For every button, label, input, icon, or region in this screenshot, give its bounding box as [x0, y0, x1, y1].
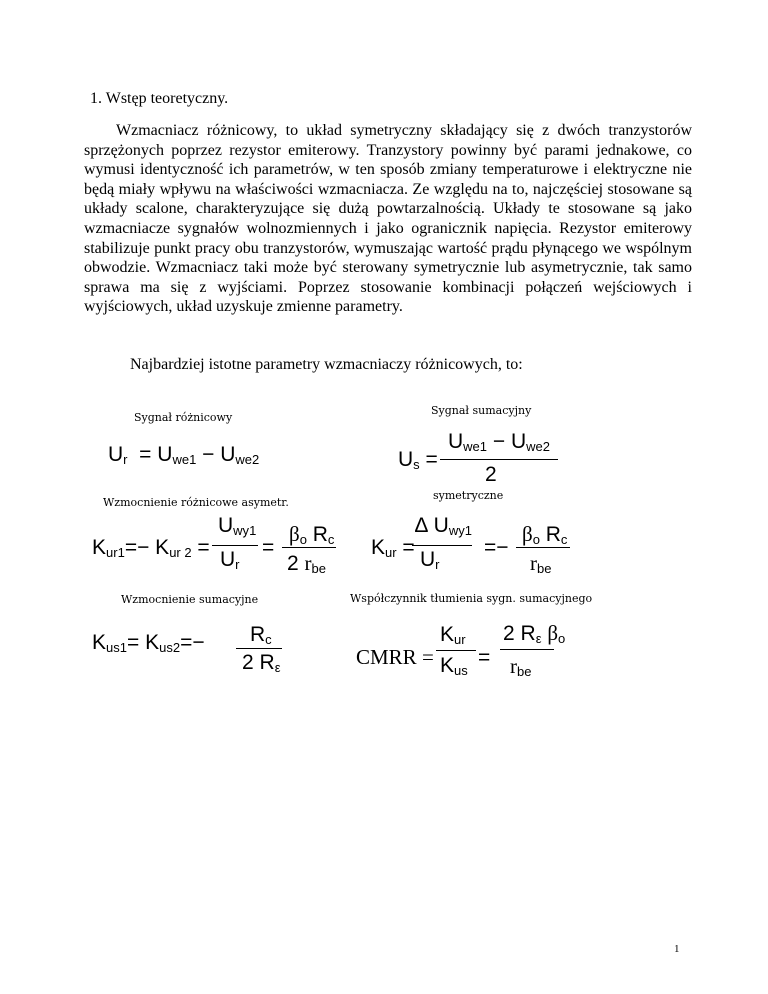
- section-heading: 1. Wstęp teoretyczny.: [90, 90, 229, 107]
- cmrr-label: CMRR: [356, 645, 417, 669]
- page-number: 1: [674, 943, 680, 955]
- caption-sum-gain: Wzmocnienie sumacyjne: [121, 593, 259, 606]
- caption-sum-signal: Sygnał sumacyjny: [431, 404, 532, 417]
- caption-asym-gain: Wzmocnienie różnicowe asymetr.: [103, 496, 289, 509]
- paragraph-text: Wzmacniacz różnicowy, to układ symetryczny składający się z dwóch tranzystorów sprzężonych poprzez rezystor emiterowy. Tranzystory powinny być parami jednakowe, co wymusi identyczność ich parametrów, w ten sposób zmiany temperaturowe i elektryczne nie będą miały wpływu na właściwości wzmacniacza. Ze względu na to, najczęściej stosowane są układy scalone, charakteryzujące się dużą powtarzalnością. Układy te stosowane są jako wzmacniacze sygnałów wolnozmiennych i jako ogranicznik napięcia. Rezystor emiterowy stabilizuje punkt pracy obu tranzystorów, wymuszając wartość prądu płynącego we wspólnym obwodzie. Wzmacniacz taki może być sterowany symetrycznie lub asymetrycznie, tak samo sprawa ma się z wyjściami. Poprzez stosowanie kombinacji połączeń wejściowych i wyjściowych, układ uzyskuje zmienne parametry.: [84, 122, 692, 316]
- formula-diff-signal: $U_r = U_{we1} - U_{we2}$: [108, 443, 260, 467]
- document-page: 1. Wstęp teoretyczny. Wzmacniacz różnicowy, to układ symetryczny składający się z dwóch tranzystorów sprzężonych poprzez rezystor emiterowy. Tranzystory powinny być parami jednakowe, co wymusi identyczność ich parametrów, w ten sposób zmiany temperaturowe i elektryczne nie będą miały wpływu na właściwości wzmacniacza. Ze względu na to, najczęściej stosowane są układy scalone, charakteryzujące się dużą powtarzalnością. Układy te stosowane są jako wzmacniacze sygnałów wolnozmiennych i jako ogranicznik napięcia. Rezystor emiterowy stabilizuje punkt pracy obu tranzystorów, wymuszając wartość prądu płynącego we wspólnym obwodzie. Wzmacniacz taki może być sterowany symetrycznie lub asymetrycznie, tak samo sprawa ma się z wyjściami. Poprzez stosowanie kombinacji połączeń wejściowych i wyjściowych, układ uzyskuje zmienne parametry. Najbardziej istotne parametry wzmacniaczy różnicowych, to: Sygnał różnicowy Sygnał sumacyjny Wzmocnienie różnicowe asymetr. symetryczne Wzmocnienie sumacyjne Współczynnik tłumienia sygn. sumacyjnego $U_r = U_{we1} - U_{we2}$ $U_s$ = $U_{we1} - U_{we2}$ 2 $K_{ur1}=- K_{ur 2}$ = $U_{wy1}$ $U_r$ = $\beta_o$ $R_c$ 2 $r_{be}$ $K_{ur}$ = ∆ $U_{wy1}$ $U_r$ =− $\beta_o$ $R_c$ $r_{be}$ $K_{us1}= K_{us2}=-$ $R_c$ 2 $R_\varepsilon$ CMRR = $K_{ur}$ $K_{us}$ = 2 $R_\varepsilon$ $\beta_o$ $r_{be}$ 1: [84, 90, 692, 955]
- caption-diff-signal: Sygnał różnicowy: [134, 411, 233, 424]
- parameters-lead-text: Najbardziej istotne parametry wzmacniaczy różnicowych, to:: [130, 356, 523, 373]
- body-paragraph: [84, 121, 692, 317]
- caption-symmetric: symetryczne: [433, 489, 504, 502]
- caption-cmrr: Współczynnik tłumienia sygn. sumacyjnego: [350, 592, 593, 605]
